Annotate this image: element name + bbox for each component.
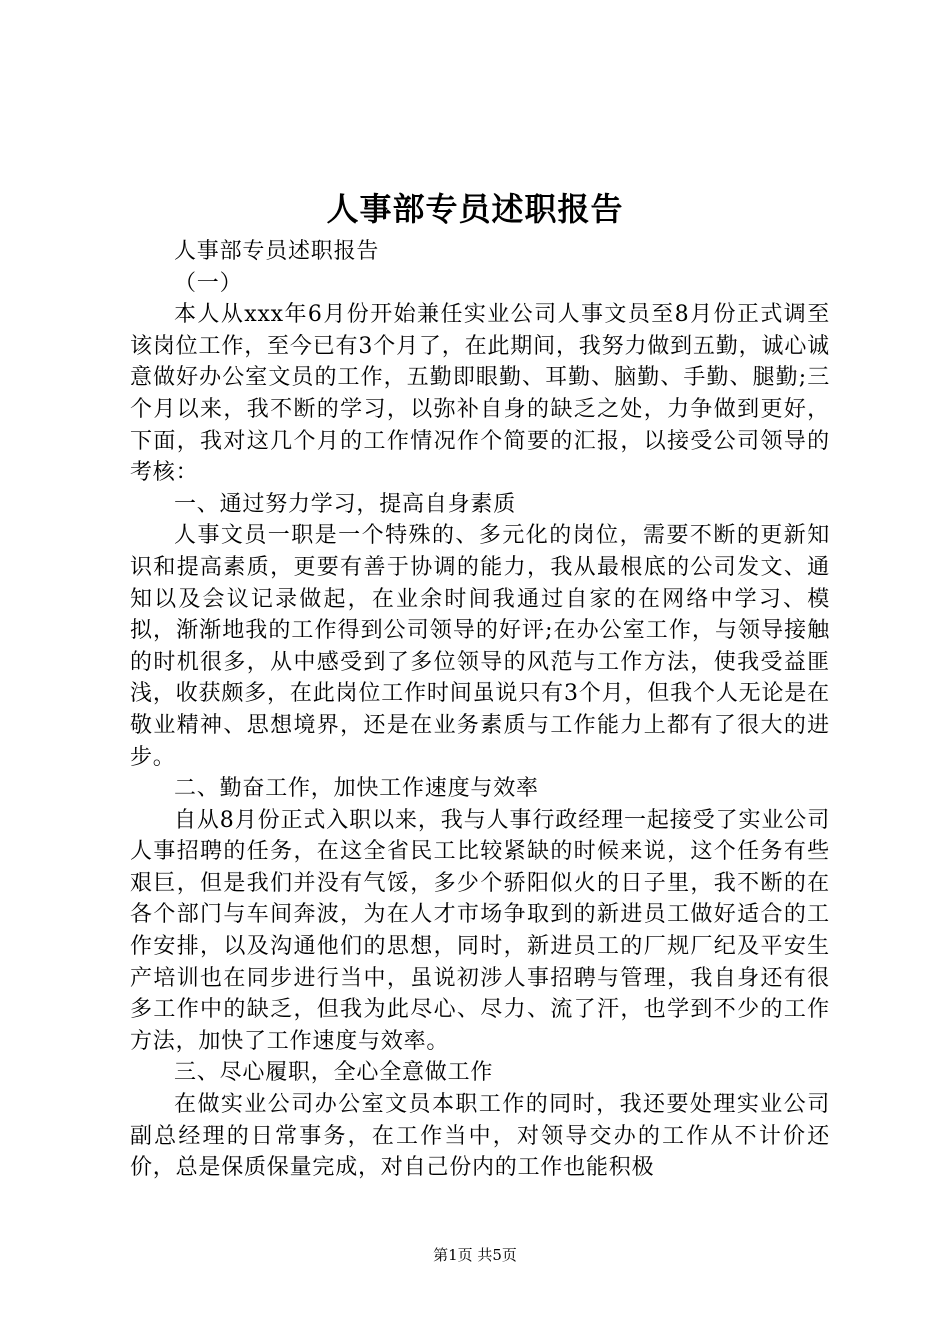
paragraph-intro: 本人从xxx年6月份开始兼任实业公司人事文员至8月份正式调至该岗位工作，至今已有3个月了，在此期间，我努力做到五勤，诚心诚意做好办公室文员的工作，五勤即眼勤、耳勤、脑勤、手勤、腿勤;三个月以来，我不断的学习，以弥补自身的缺乏之处，力争做到更好，下面，我对这几个月的工作情况作个简要的汇报，以接受公司领导的考核： (130, 302, 830, 486)
page-number-label: 第1页 共5页 (433, 1246, 517, 1264)
paragraph-section-number: （一） (174, 270, 243, 296)
paragraph-subtitle: 人事部专员述职报告 (174, 239, 380, 264)
paragraph-diligence: 自从8月份正式入职以来，我与人事行政经理一起接受了实业公司人事招聘的任务，在这全省民工比较紧缺的时候来说，这个任务有些艰巨，但是我们并没有气馁，多少个骄阳似火的日子里，我不断的在各个部门与车间奔波，为在人才市场争取到的新进员工做好适合的工作安排，以及沟通他们的思想，同时，新进员工的厂规厂纪及平安生产培训也在同步进行当中，虽说初涉人事招聘与管理，我自身还有很多工作中的缺乏，但我为此尽心、尽力、流了汗，也学到不少的工作方法，加快了工作速度与效率。 (130, 807, 830, 1054)
section-heading-study: 一、通过努力学习，提高自身素质 (174, 491, 517, 517)
paragraph-duty: 在做实业公司办公室文员本职工作的同时，我还要处理实业公司副总经理的日常事务，在工作当中，对领导交办的工作从不计价还价，总是保质保量完成，对自己份内的工作也能积极 (130, 1092, 830, 1181)
document-body (130, 236, 830, 1184)
section-heading-duty: 三、尽心履职，全心全意做工作 (174, 1060, 494, 1086)
paragraph-study: 人事文员一职是一个特殊的、多元化的岗位，需要不断的更新知识和提高素质，更要有善于协调的能力，我从最根底的公司发文、通知以及会议记录做起，在业余时间我通过自家的在网络中学习、模拟，渐渐地我的工作得到公司领导的好评;在办公室工作，与领导接触的时机很多，从中感受到了多位领导的风范与工作方法，使我受益匪浅，收获颇多，在此岗位工作时间虽说只有3个月，但我个人无论是在敬业精神、思想境界，还是在业务素质与工作能力上都有了很大的进步。 (130, 523, 830, 770)
section-heading-diligence: 二、勤奋工作，加快工作速度与效率 (174, 776, 539, 802)
document-title: 人事部专员述职报告 (326, 190, 624, 228)
page-footer (0, 1244, 950, 1266)
